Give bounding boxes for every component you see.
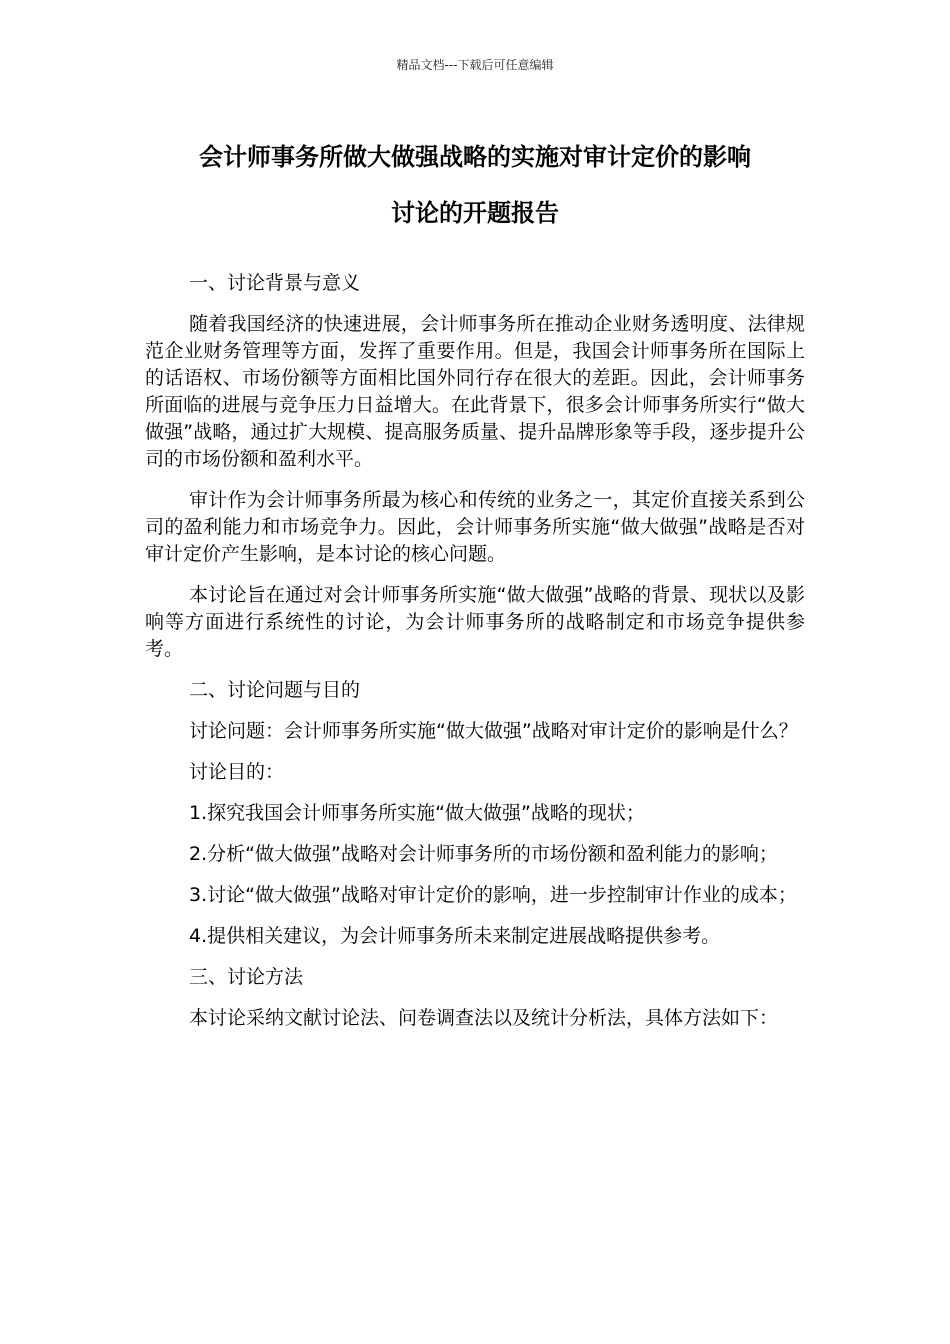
paragraph-background-2: 审计作为会计师事务所最为核心和传统的业务之一，其定价直接关系到公司的盈利能力和市场竞争力。因此，会计师事务所实施“做大做强”战略是否对审计定价产生影响，是本讨论的核心问题。 [145,489,805,565]
paragraph-background-1: 随着我国经济的快速进展，会计师事务所在推动企业财务透明度、法律规范企业财务管理等方面，发挥了重要作用。但是，我国会计师事务所在国际上的话语权、市场份额等方面相比国外同行存在很大的差距。因此，会计师事务所面临的进展与竞争压力日益增大。在此背景下，很多会计师事务所实行“做大做强”战略，通过扩大规模、提高服务质量、提升品牌形象等手段，逐步提升公司的市场份额和盈利水平。 [145,313,805,470]
document-title-line-2: 讨论的开题报告 [391,199,559,227]
purpose-item: 3.讨论“做大做强”战略对审计定价的影响，进一步控制审计作业的成本； [189,884,797,906]
document-title-line-1: 会计师事务所做大做强战略的实施对审计定价的影响 [199,143,751,171]
paragraph-methods: 本讨论采纳文献讨论法、问卷调查法以及统计分析法，具体方法如下： [189,1007,779,1029]
purpose-label: 讨论目的： [189,761,285,783]
purpose-item: 1.探究我国会计师事务所实施“做大做强”战略的现状； [189,802,645,824]
section-heading-background: 一、讨论背景与意义 [189,272,361,294]
purpose-item: 4.提供相关建议，为会计师事务所未来制定进展战略提供参考。 [189,925,721,947]
section-heading-methods: 三、讨论方法 [189,966,304,988]
purpose-item: 2.分析“做大做强”战略对会计师事务所的市场份额和盈利能力的影响； [189,843,778,865]
document-body [145,270,805,1046]
header-note: 精品文档---下载后可任意编辑 [396,58,554,72]
paragraph-background-3: 本讨论旨在通过对会计师事务所实施“做大做强”战略的背景、现状以及影响等方面进行系统性的讨论，为会计师事务所的战略制定和市场竞争提供参考。 [145,584,805,660]
section-heading-questions: 二、讨论问题与目的 [189,679,361,701]
paragraph-research-question: 讨论问题：会计师事务所实施“做大做强”战略对审计定价的影响是什么？ [189,720,798,742]
